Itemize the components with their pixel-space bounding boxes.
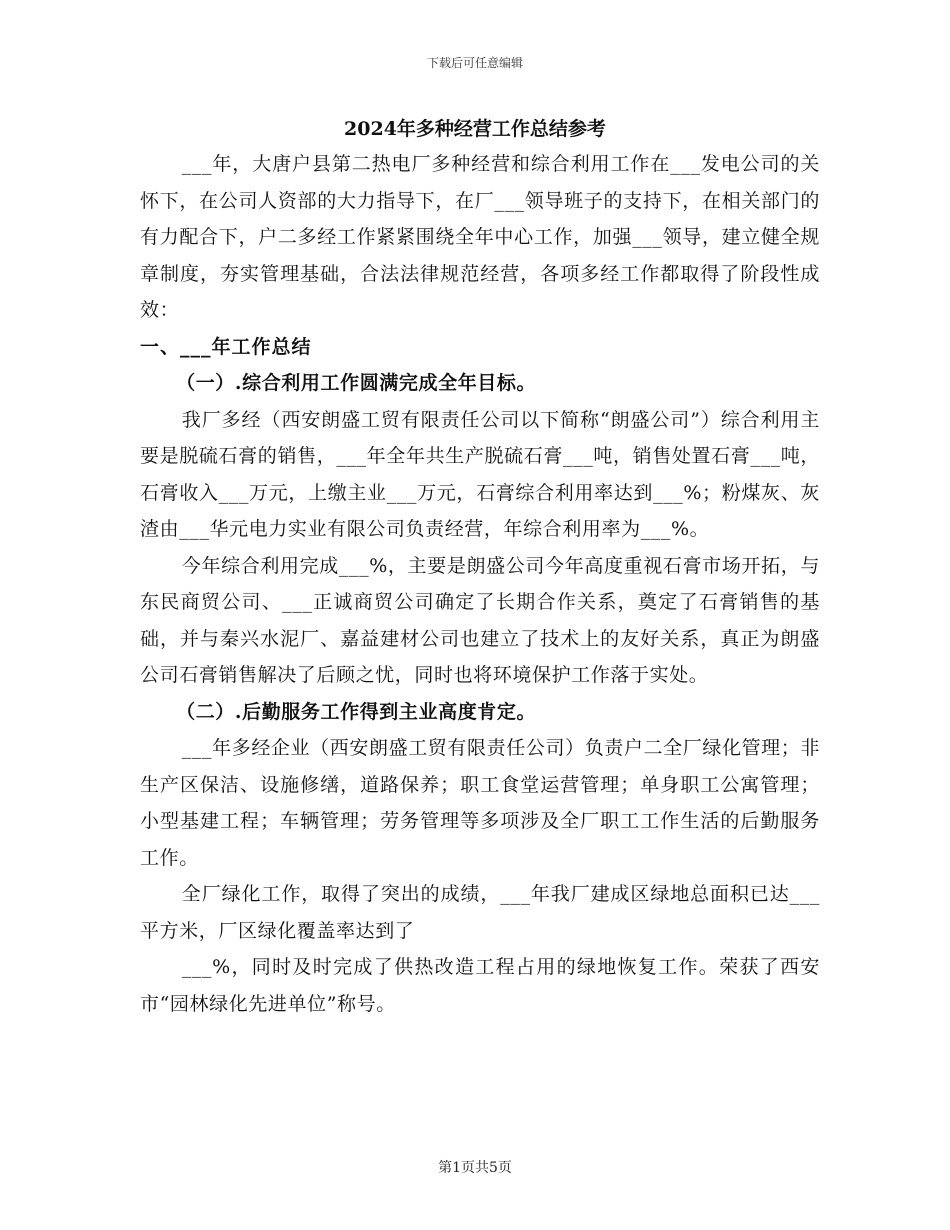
- body-paragraph: ___%，同时及时完成了供热改造工程占用的绿地恢复工作。荣获了西安市“园林绿化先进单位”称号。: [140, 956, 820, 1015]
- page-footer: 第1页共5页: [438, 1160, 512, 1176]
- section-heading-1: 一、___年工作总结: [140, 335, 312, 358]
- intro-paragraph: ___年，大唐户县第二热电厂多种经营和综合利用工作在___发电公司的关怀下，在公司人资部的大力指导下，在厂___领导班子的支持下，在相关部门的有力配合下，户二多经工作紧紧围绕全年中心工作，加强___领导，建立健全规章制度，夯实管理基础，合法法律规范经营，各项多经工作都取得了阶段性成效：: [140, 153, 820, 321]
- body-paragraph: 今年综合利用完成___%，主要是朗盛公司今年高度重视石膏市场开拓，与东民商贸公司、___正诚商贸公司确定了长期合作关系，奠定了石膏销售的基础，并与秦兴水泥厂、嘉益建材公司也建立了技术上的友好关系，真正为朗盛公司石膏销售解决了后顾之忧，同时也将环境保护工作落于实处。: [140, 554, 820, 686]
- body-paragraph: 全厂绿化工作，取得了突出的成绩，___年我厂建成区绿地总面积已达___平方米，厂区绿化覆盖率达到了: [140, 883, 820, 942]
- subsection-heading-1: （一）.综合利用工作圆满完成全年目标。: [176, 372, 537, 394]
- document-title: 2024年多种经营工作总结参考: [344, 118, 606, 140]
- document-body: [140, 146, 820, 1022]
- body-paragraph: 我厂多经（西安朗盛工贸有限责任公司以下简称“朗盛公司”）综合利用主要是脱硫石膏的销售，___年全年共生产脱硫石膏___吨，销售处置石膏___吨，石膏收入___万元，上缴主业___万元，石膏综合利用率达到___%；粉煤灰、灰渣由___华元电力实业有限公司负责经营，年综合利用率为___%。: [140, 408, 820, 540]
- subsection-heading-2: （二）.后勤服务工作得到主业高度肯定。: [176, 700, 537, 723]
- page-header-note: 下载后可任意编辑: [426, 56, 523, 70]
- body-paragraph: ___年多经企业（西安朗盛工贸有限责任公司）负责户二全厂绿化管理；非生产区保洁、设施修缮，道路保养；职工食堂运营管理；单身职工公寓管理；小型基建工程；车辆管理；劳务管理等多项涉及全厂职工工作生活的后勤服务工作。: [140, 737, 820, 869]
